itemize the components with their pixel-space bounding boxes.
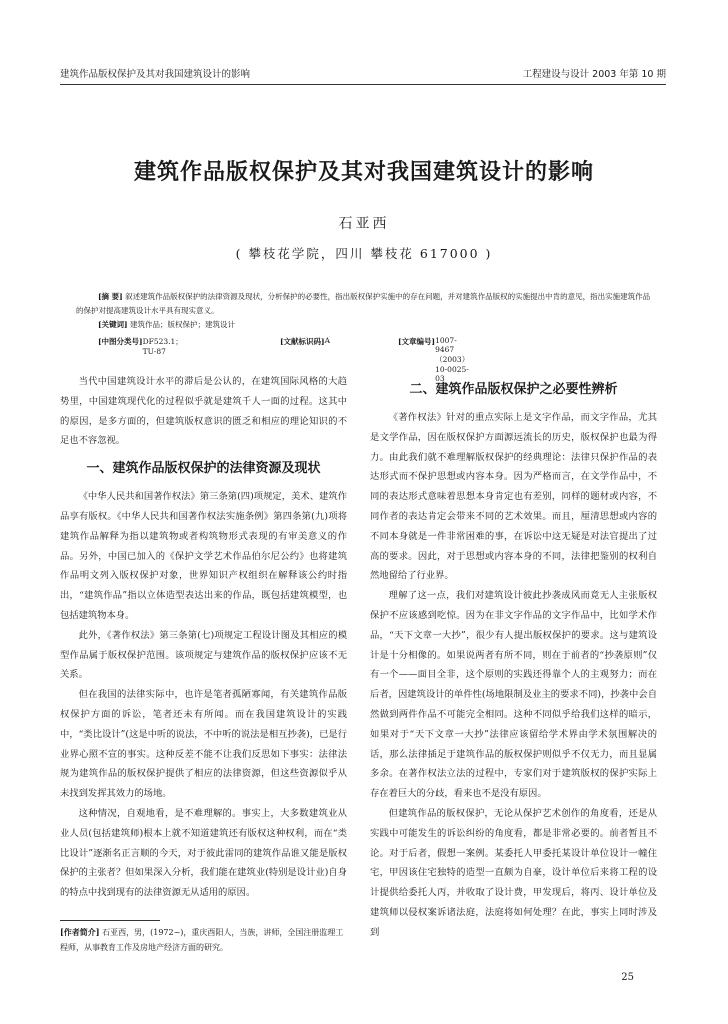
- footnote-text: 石亚西，男，(1972~)，重庆酉阳人，当族，讲师，全国注册监理工程师，从事教育工作及房地产经济方面的研究。: [60, 928, 344, 952]
- article-title: 建筑作品版权保护及其对我国建筑设计的影响: [133, 160, 594, 185]
- header-right: 工程建设与设计 2003 年第 10 期: [522, 69, 666, 80]
- article-no-value: 1007-9467（2003）10-0025-03: [435, 336, 470, 383]
- section-heading-1: 一、建筑作品版权保护的法律资源及现状: [86, 461, 321, 477]
- paragraph: 此外，《著作权法》第三条第(七)项规定工程设计图及其相应的模型作品属于版权保护范围。该项规定与建筑作品的版权保护应该不无关系。: [60, 629, 347, 681]
- abstract-label: [摘 要]: [98, 292, 123, 301]
- classification-row: [98, 336, 652, 383]
- footnote-rule: [60, 920, 160, 921]
- paragraph: 这种情况，自观地看，是不难理解的。事实上，大多数建筑业从业人员(包括建筑师)根本上就不知道建筑还有版权这种权利，而在“类比设计”逐渐名正言顺的今天，对于彼此雷同的建筑作品谁又能是版权保护的主张者？但如果深入分析，我们能在建筑业(特别是设计业)自身的特点中找到现有的法律资源无从适用的原因。: [60, 807, 347, 899]
- paragraph: 当代中国建筑设计水平的滞后是公认的，在建筑国际风格的大趋势里，中国建筑现代化的过程似乎就是建筑千人一面的过程。这其中的原因，是多方面的，但建筑版权意识的匮乏和相应的理论知识的不足也不容忽视。: [60, 376, 347, 447]
- doc-code: [280, 336, 331, 347]
- author-name: 石亚西: [338, 216, 390, 232]
- right-column: [370, 372, 657, 943]
- abstract-block: [76, 290, 652, 332]
- clc-label: [中图分类号]: [98, 337, 143, 346]
- doc-code-label: [文献标识码]: [280, 337, 325, 346]
- left-column: [60, 372, 347, 903]
- keywords-label: [关键词]: [98, 320, 128, 329]
- header-rule: [60, 84, 666, 85]
- paragraph: 《中华人民共和国著作权法》第三条第(四)项规定，美术、建筑作品享有版权。《中华人民共和国著作权法实施条例》第四条第(九)项将建筑作品解释为指以建筑物或者构筑物形式表现的有审美意义的作品。另外，中国已加入的《保护文学艺术作品伯尔尼公约》也将建筑作品明文列入版权保护对象，世界知识产权组织在解释该公约时指出，“建筑作品”指以立体造型表达出来的作品，既包括建筑模型，也包括建筑物本身。: [60, 491, 347, 621]
- paragraph: 但建筑作品的版权保护，无论从保护艺术创作的角度看，还是从实践中可能发生的诉讼纠纷的角度看，都是非常必要的。前者暂且不论。对于后者，假想一案例。某委托人甲委托某设计单位设计一幢住宅，甲因该住宅独特的造型一直颇为自豪，设计单位后来将工程的设计提供给委托人丙，并收取了设计费，甲发现后，将丙、设计单位及建筑师以侵权案诉诸法庭，法庭将如何处理？在此，事实上同时涉及到: [370, 807, 657, 938]
- author-footnote: [60, 920, 347, 955]
- keywords: [76, 318, 652, 332]
- clc: [98, 336, 183, 356]
- running-header: [60, 66, 666, 86]
- clc-value: DF523.1；TU-87: [142, 337, 183, 356]
- keywords-text: 建筑作品；版权保护；建筑设计: [130, 320, 235, 329]
- article-no: [398, 336, 470, 383]
- footnote-label: [作者简介]: [60, 927, 100, 937]
- paragraph: 但在我国的法律实际中，也许是笔者孤陋寡闻，有关建筑作品版权保护方面的诉讼，笔者还未有所闻。而在我国建筑设计的实践中，“类比设计”(这是中听的说法，不中听的说法是相互抄袭)，已是行业界心照不宣的事实。这种反差不能不让我们反思如下事实：法律法规为建筑作品的版权保护提供了相应的法律资源，但这些资源似乎从未找到发挥其效力的场地。: [60, 689, 347, 800]
- paragraph: 理解了这一点，我们对建筑设计彼此抄袭成风而竟无人主张版权保护不应该感到吃惊。因为在非文字作品的文字作品中，比如学术作品，“天下文章一大抄”，很少有人提出版权保护的要求。这与建筑设计是十分相像的。如果说两者有所不同，则在于前者的“抄袭原则”仅有一个——面目全非，这个原则的实践还得靠个人的主观努力；而在后者，因建筑设计的单件性(场地限制及业主的要求不同)，抄袭中会自然做到两件作品不可能完全相同。这种不同似乎给我们这样的暗示，如果对于“天下文章一大抄”法律应该留给学术界由学术氛围解决的话，那么法律插足于建筑作品的版权保护则似乎不仅无力，而且显属多余。在著作权法立法的过程中，专家们对于建筑版权的保护实际上存在着巨大的分歧，看来也不是没有原因。: [370, 590, 657, 800]
- header-left: 建筑作品版权保护及其对我国建筑设计的影响: [60, 69, 251, 80]
- paragraph: 《著作权法》针对的重点实际上是文字作品，而文字作品，尤其是文学作品，因在版权保护方面源远流长的历史，版权保护也最为得力。由此我们就不难理解版权保护的经典理论：法律只保护作品的表达形式而不保护思想或内容本身。因为严格而言，在文学作品中，不同的表达形式意味着思想本身肯定也有差别，同样的题材或内容，不同作者的表达肯定会带来不同的艺术效果。而且，厘清思想或内容的不同本身就是一件非常困难的事，在诉讼中这无疑是对法官提出了过高的要求。因此，对于思想或内容本身的不同，法律把鉴别的权利自然地留给了行业界。: [370, 412, 657, 582]
- doc-code-value: A: [324, 336, 331, 345]
- affiliation: ( 攀枝花学院，四川 攀枝花 617000 ): [235, 246, 493, 261]
- page-number: 25: [621, 972, 634, 983]
- abstract: [76, 290, 652, 318]
- abstract-text: 叙述建筑作品版权保护的法律资源及现状，分析保护的必要性，指出版权保护实施中的存在问题，并对建筑作品版权的实施提出中肯的意见，指出实施建筑作品的保护对提高建筑设计水平具有现实意义。: [76, 292, 651, 315]
- section-heading-2: 二、建筑作品版权保护之必要性辨析: [409, 382, 618, 397]
- article-no-label: [文章编号]: [398, 337, 436, 346]
